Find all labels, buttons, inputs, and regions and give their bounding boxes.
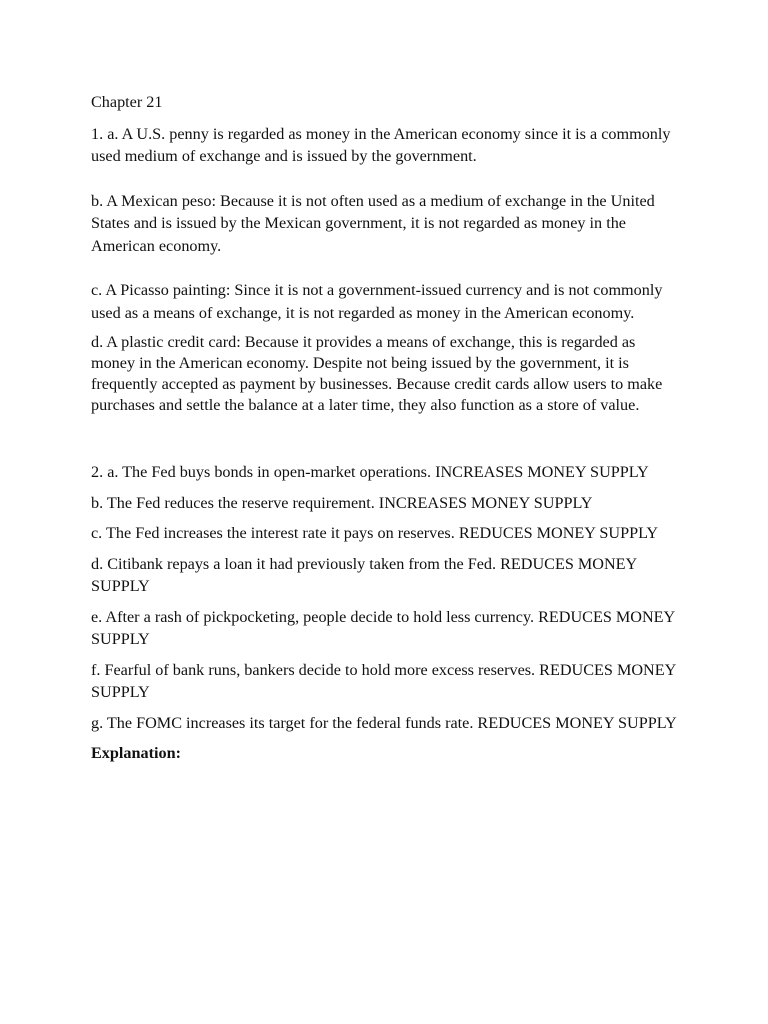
q2-c-paragraph: c. The Fed increases the interest rate it pays on reserves. REDUCES MONEY SUPPLY bbox=[91, 524, 659, 542]
q2-g-paragraph: g. The FOMC increases its target for the federal funds rate. REDUCES MONEY SUPPLY bbox=[91, 713, 677, 732]
chapter-title: Chapter 21 bbox=[91, 93, 163, 111]
explanation-heading: Explanation: bbox=[91, 744, 181, 762]
q1-b-paragraph: b. A Mexican peso: Because it is not often used as a medium of exchange in the United States and is issued by the Mexican government, it is not regarded as money in the American economy. bbox=[91, 191, 655, 255]
document-page bbox=[91, 91, 681, 765]
q2-a-paragraph: 2. a. The Fed buys bonds in open-market operations. INCREASES MONEY SUPPLY bbox=[91, 463, 649, 481]
q2-b-paragraph: b. The Fed reduces the reserve requirement. INCREASES MONEY SUPPLY bbox=[91, 493, 593, 512]
q2-e-paragraph: e. After a rash of pickpocketing, people decide to hold less currency. REDUCES MONEY SUPPLY bbox=[91, 607, 675, 648]
q1-a-paragraph: 1. a. A U.S. penny is regarded as money in the American economy since it is a commonly used medium of exchange and is issued by the government. bbox=[91, 124, 671, 165]
q1-d-paragraph: d. A plastic credit card: Because it provides a means of exchange, this is regarded as money in the American economy. Despite not being issued by the government, it is frequently accepted as payment by businesses. Because credit cards allow users to make purchases and settle the balance at a later time, they also function as a store of value. bbox=[91, 333, 663, 414]
q2-f-paragraph: f. Fearful of bank runs, bankers decide to hold more excess reserves. REDUCES MONEY SUPPLY bbox=[91, 660, 676, 701]
q2-d-paragraph: d. Citibank repays a loan it had previously taken from the Fed. REDUCES MONEY SUPPLY bbox=[91, 554, 637, 595]
q1-c-paragraph: c. A Picasso painting: Since it is not a government-issued currency and is not commonly used as a means of exchange, it is not regarded as money in the American economy. bbox=[91, 281, 663, 322]
